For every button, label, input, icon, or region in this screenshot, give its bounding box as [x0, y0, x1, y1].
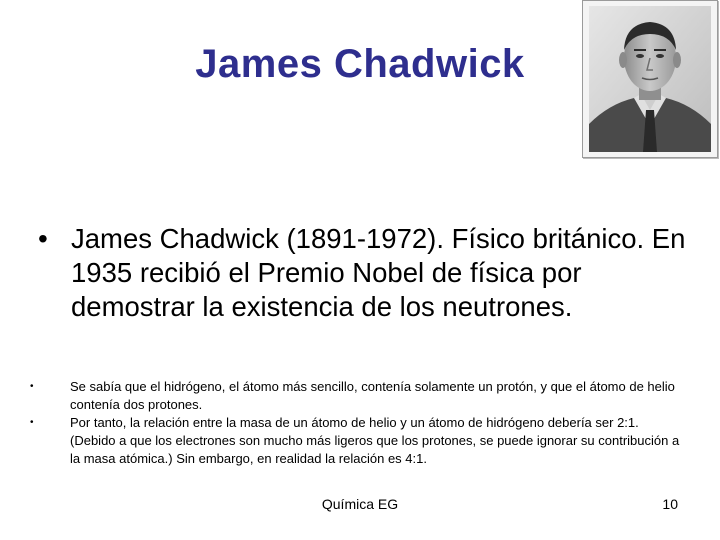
page-number: 10 — [662, 496, 678, 512]
slide-title: James Chadwick — [195, 42, 525, 86]
footer-course-label: Química EG — [321, 496, 399, 512]
sub-bullet-text: Por tanto, la relación entre la masa de un átomo de helio y un átomo de hidrógeno debería ser 2:1. (Debido a que los electrones son mucho más ligeros que los protones, se puede ignorar su contribución a la masa atómica.) Sin embargo, en realidad la relación es 4:1. — [70, 415, 680, 466]
portrait-graphic — [589, 6, 711, 152]
sub-bullet-text: Se sabía que el hidrógeno, el átomo más sencillo, contenía solamente un protón, y que el átomo de helio contenía dos protones. — [70, 379, 675, 412]
bullet-marker: • — [30, 381, 34, 392]
portrait-photo — [582, 0, 718, 158]
main-bullet-text: James Chadwick (1891-1972). Físico británico. En 1935 recibió el Premio Nobel de física por demostrar la existencia de los neutrones. — [71, 223, 686, 322]
portrait-image — [589, 6, 711, 152]
bullet-marker: • — [30, 417, 34, 428]
bullet-marker: • — [38, 223, 48, 254]
